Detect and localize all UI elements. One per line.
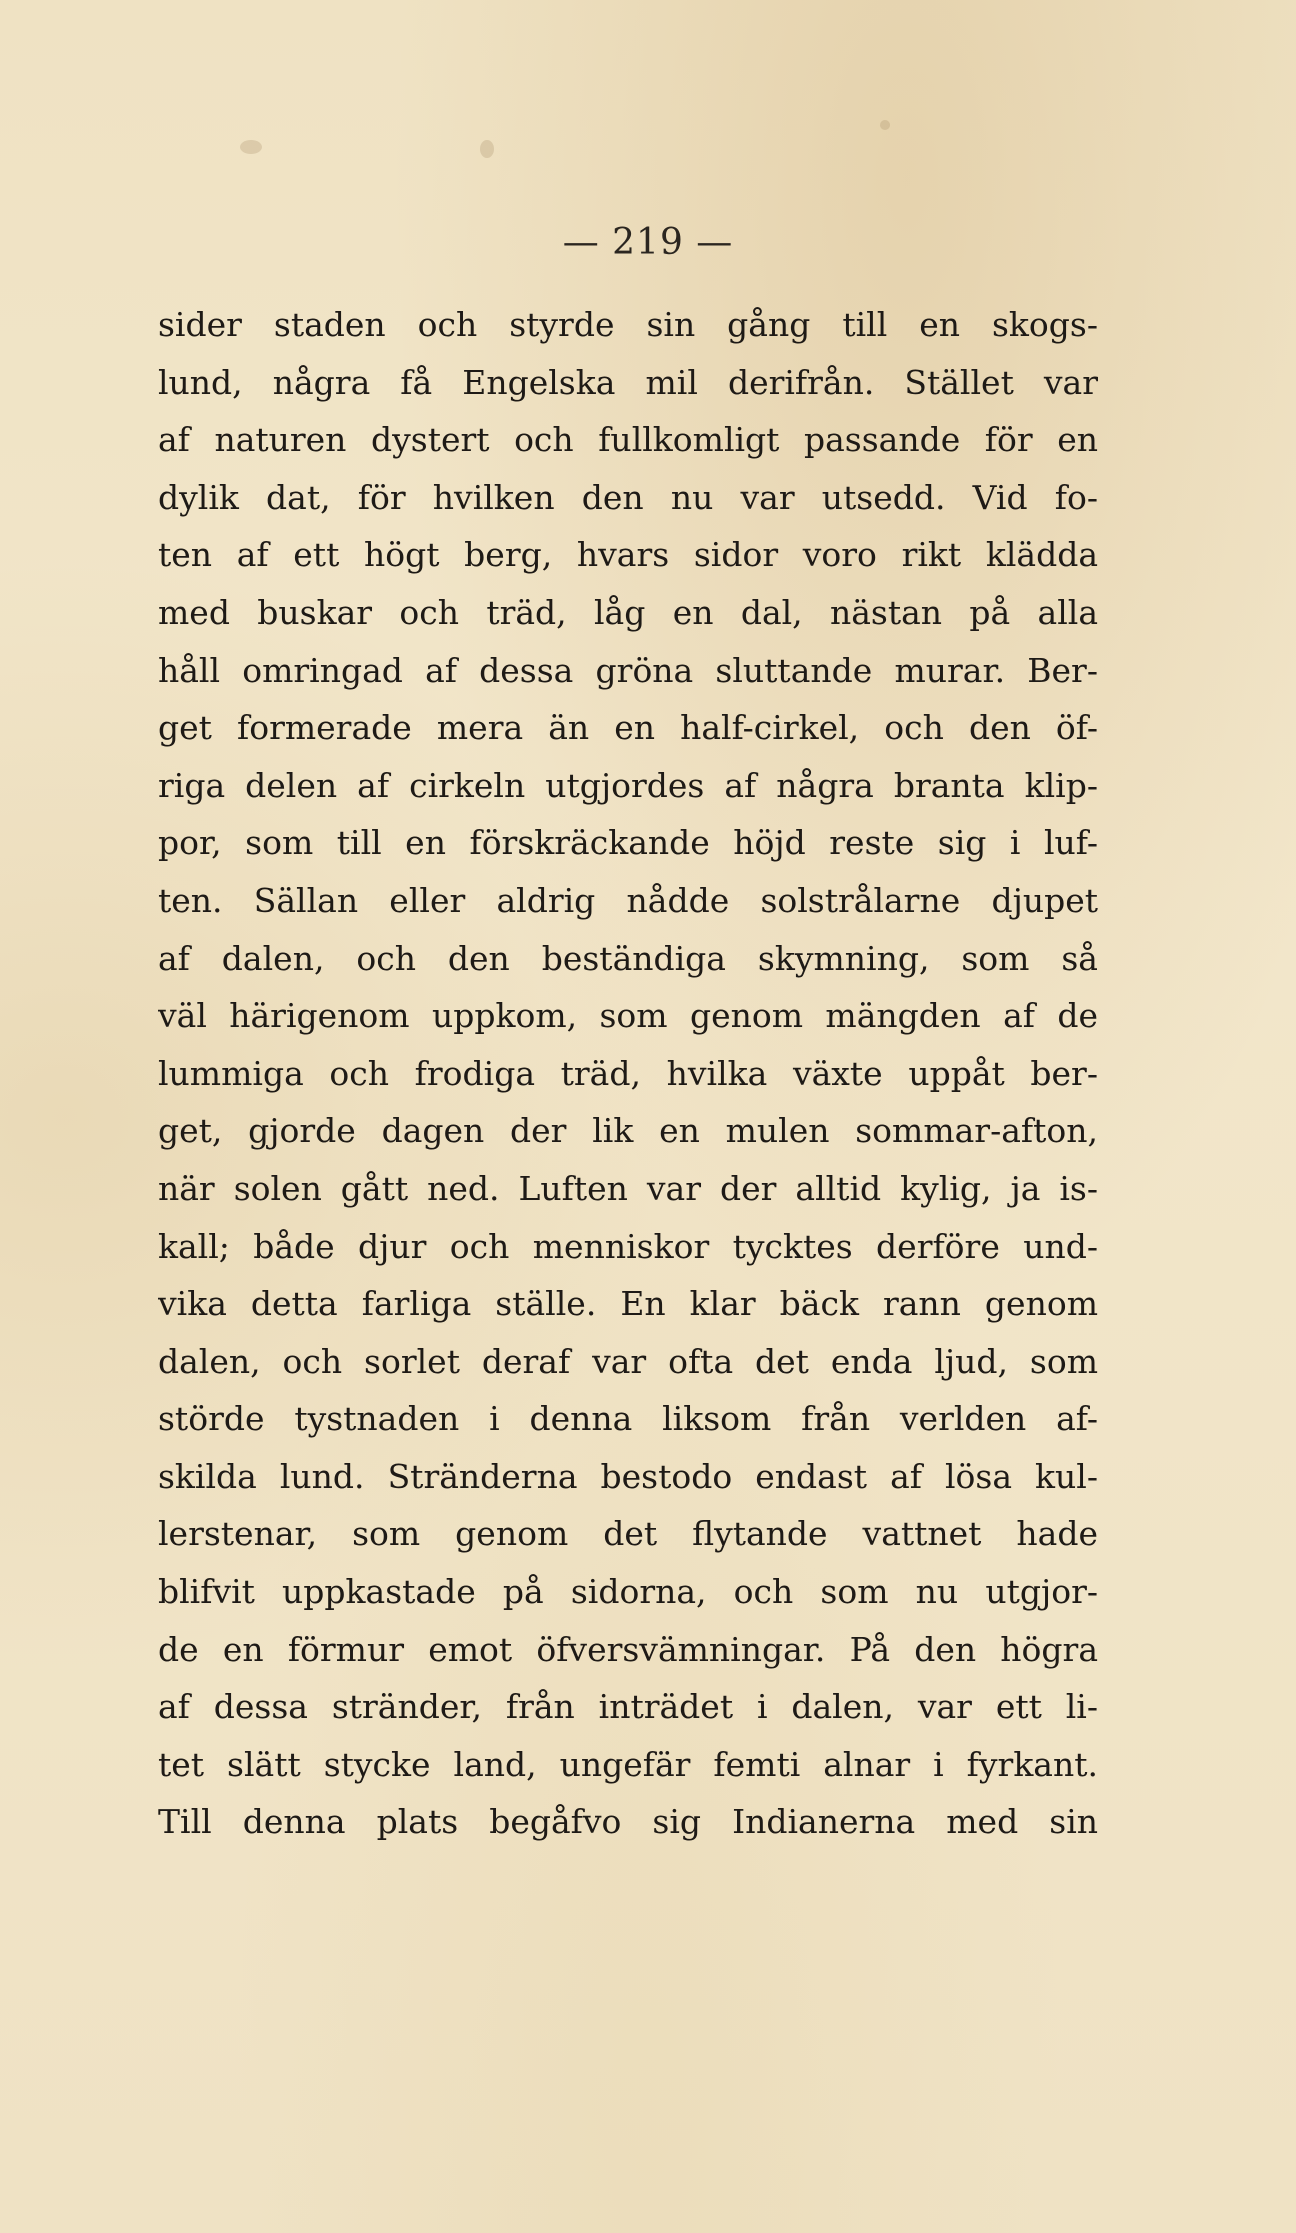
text-line: lund, några få Engelska mil derifrån. Stället var — [158, 362, 1098, 402]
text-line: sider staden och styrde sin gång till en skogs- — [158, 305, 1098, 344]
text-line: get formerade mera än en half-cirkel, och den öf- — [158, 708, 1098, 748]
text-line: get, gjorde dagen der lik en mulen sommar-afton, — [158, 1111, 1098, 1151]
text-line: ten af ett högt berg, hvars sidor voro rikt klädda — [158, 535, 1098, 575]
text-line: lerstenar, som genom det flytande vattnet hade — [158, 1514, 1098, 1554]
text-line: dylik dat, för hvilken den nu var utsedd. Vid fo- — [158, 477, 1098, 517]
text-line: när solen gått ned. Luften var der alltid kylig, ja is- — [158, 1168, 1098, 1208]
text-line: med buskar och träd, låg en dal, nästan på alla — [158, 592, 1098, 632]
text-line: störde tystnaden i denna liksom från verlden af- — [158, 1399, 1098, 1439]
text-line: vika detta farliga ställe. En klar bäck rann genom — [158, 1284, 1098, 1324]
text-line: tet slätt stycke land, ungefär femti alnar i fyrkant. — [158, 1744, 1098, 1784]
paper-stain — [880, 120, 890, 130]
text-line: af naturen dystert och fullkomligt passande för en — [158, 420, 1098, 460]
text-line: lummiga och frodiga träd, hvilka växte uppåt ber- — [158, 1053, 1098, 1093]
text-line: skilda lund. Stränderna bestodo endast af lösa kul- — [158, 1456, 1098, 1496]
text-line: väl härigenom uppkom, som genom mängden af de — [158, 996, 1098, 1036]
text-line: dalen, och sorlet deraf var ofta det enda ljud, som — [158, 1341, 1098, 1381]
paper-stain — [480, 140, 494, 158]
text-line: kall; både djur och menniskor tycktes derföre und- — [158, 1226, 1098, 1266]
text-line: af dalen, och den beständiga skymning, som så — [158, 938, 1098, 978]
text-line: blifvit uppkastade på sidorna, och som nu utgjor- — [158, 1572, 1098, 1612]
page-number: — 219 — — [562, 222, 734, 263]
text-line: riga delen af cirkeln utgjordes af några branta klip- — [158, 765, 1098, 805]
text-line: håll omringad af dessa gröna sluttande murar. Ber- — [158, 650, 1098, 690]
paper-stain — [240, 140, 262, 154]
text-line: por, som till en förskräckande höjd reste sig i luf- — [158, 823, 1098, 863]
text-line: de en förmur emot öfversvämningar. På den högra — [158, 1629, 1098, 1669]
text-line: af dessa stränder, från inträdet i dalen, var ett li- — [158, 1687, 1098, 1727]
text-line: Till denna plats begåfvo sig Indianerna med sin — [158, 1802, 1098, 1842]
body-text — [158, 296, 1098, 1851]
text-line: ten. Sällan eller aldrig nådde solstrålarne djupet — [158, 880, 1098, 920]
